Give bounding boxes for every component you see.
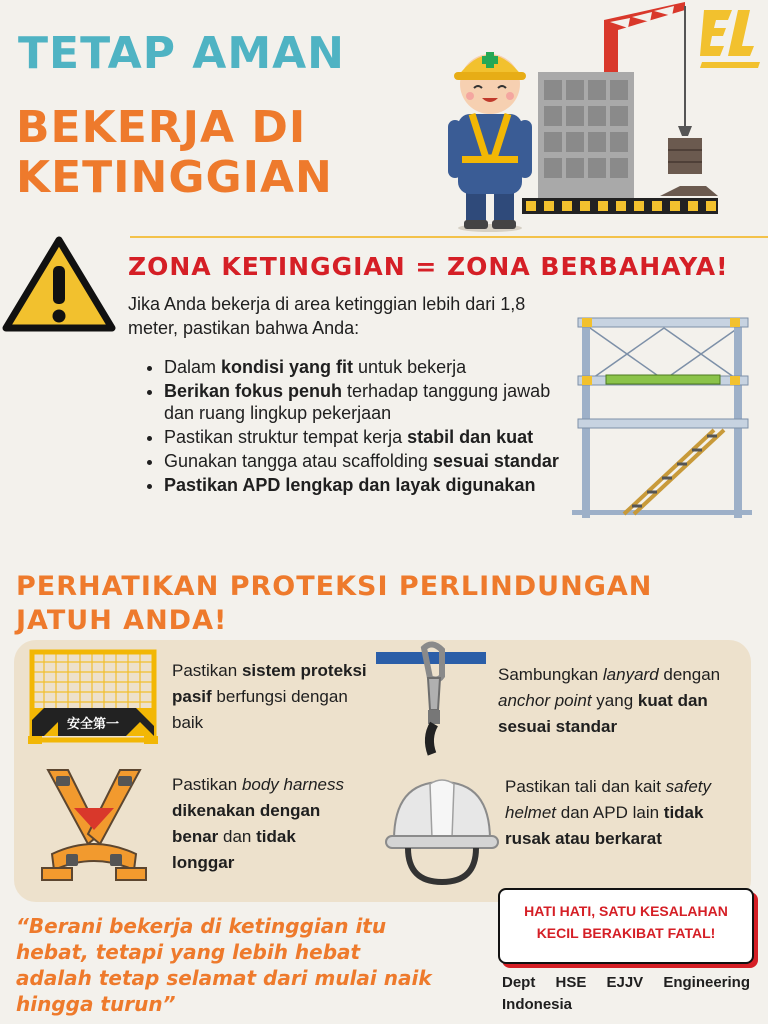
- protection-point-3: [172, 772, 362, 876]
- checklist-item-5: [164, 474, 584, 496]
- checklist-item-4: [164, 450, 584, 472]
- divider-line: [130, 236, 768, 238]
- crane-building-illustration: [520, 0, 725, 225]
- logo-icon: [698, 2, 764, 72]
- protection-point-run: berfungsi dengan baik: [172, 687, 348, 732]
- protection-point-run: Sambungkan: [498, 665, 603, 684]
- protection-point-run: Pastikan: [172, 661, 242, 680]
- warning-text: HATI HATI, SATU KESALAHAN KECIL BERAKIBAT FATAL!: [524, 903, 728, 941]
- checklist-item-run: Pastikan APD lengkap dan layak digunakan: [164, 475, 536, 495]
- safety-quote: “Berani bekerja di ketinggian itu hebat, tetapi yang lebih hebat adalah tetap selamat dari mulai naik hingga turun”: [16, 914, 432, 1016]
- checklist-item-run: stabil dan kuat: [407, 427, 534, 447]
- checklist-item-run: Berikan fokus penuh: [164, 381, 343, 401]
- protection-point-run: dikenakan dengan benar: [172, 801, 321, 846]
- warning-triangle-icon: [2, 236, 116, 332]
- checklist-item-run: sesuai standar: [432, 451, 559, 471]
- checklist-item-run: terhadap tanggung jawab dan ruang lingkup pekerjaan: [164, 381, 551, 423]
- protection-point-run: sistem proteksi pasif: [172, 661, 367, 706]
- title-line-3: KETINGGIAN: [16, 152, 333, 203]
- protection-point-run: dan: [218, 827, 257, 846]
- protection-point-run: anchor point: [498, 691, 592, 710]
- scaffold-illustration: [572, 314, 752, 524]
- protection-point-run: safety helmet: [505, 777, 712, 822]
- checklist-item-2: [164, 380, 584, 424]
- protection-point-run: yang: [591, 691, 638, 710]
- title-line-1: TETAP AMAN: [18, 28, 346, 79]
- protection-point-run: Pastikan: [172, 775, 242, 794]
- protection-point-run: body harness: [241, 775, 345, 794]
- lanyard-hook-icon: [376, 646, 486, 756]
- checklist-item-run: untuk bekerja: [353, 357, 467, 377]
- protection-point-run: kuat dan sesuai standar: [498, 691, 708, 736]
- checklist-item-run: Gunakan tangga atau scaffolding: [164, 451, 433, 471]
- warning-box: [498, 888, 754, 964]
- protection-point-run: Pastikan tali dan kait: [505, 777, 666, 796]
- checklist-item-run: Dalam: [164, 357, 222, 377]
- protection-point-run: lanyard: [602, 665, 659, 684]
- protection-point-run: tidak rusak atau berkarat: [505, 803, 704, 848]
- zone-intro: Jika Anda bekerja di area ketinggian lebih dari 1,8 meter, pastikan bahwa Anda:: [128, 294, 526, 338]
- protection-point-run: dengan: [658, 665, 721, 684]
- protection-point-1: [172, 658, 382, 736]
- body-harness-icon: [38, 764, 150, 884]
- protection-point-run: dan APD lain: [556, 803, 664, 822]
- protection-point-2: [498, 662, 748, 740]
- barrier-sign-text: 安全第一: [66, 717, 120, 732]
- dept-line-1: Dept HSE EJJV Engineering: [502, 974, 750, 991]
- checklist-item-3: [164, 426, 584, 448]
- checklist-item-1: [164, 356, 584, 378]
- barrier-icon: [28, 648, 158, 744]
- zone-title: ZONA KETINGGIAN = ZONA BERBAHAYA!: [128, 252, 729, 281]
- zone-checklist: [142, 356, 584, 498]
- checklist-item-run: kondisi yang fit: [221, 357, 354, 377]
- dept-line-2: Indonesia: [502, 996, 573, 1013]
- title-line-2: BEKERJA DI: [16, 102, 307, 153]
- protection-point-run: tidak longgar: [172, 827, 296, 872]
- safety-helmet-icon: [386, 770, 498, 886]
- protection-point-4: [505, 774, 735, 852]
- protection-title: PERHATIKAN PROTEKSI PERLINDUNGAN JATUH ANDA!: [16, 571, 653, 636]
- checklist-item-run: Pastikan struktur tempat kerja: [164, 427, 408, 447]
